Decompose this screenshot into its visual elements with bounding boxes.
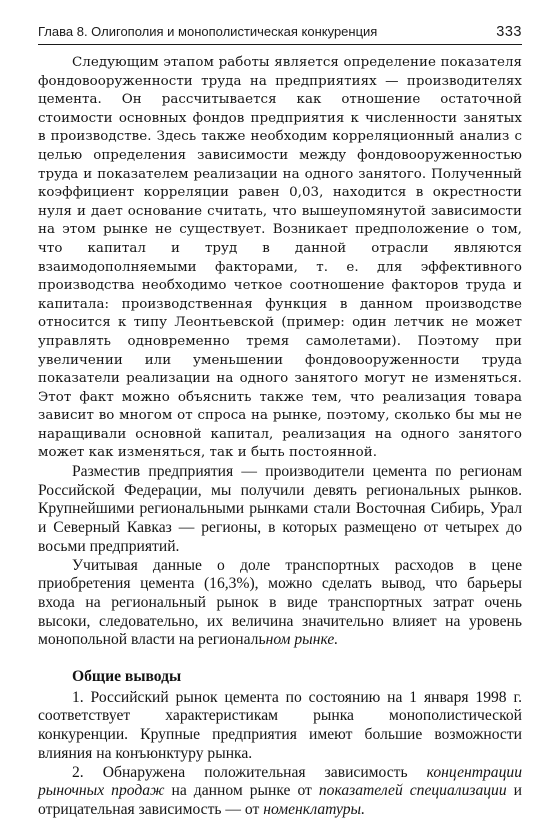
paragraph-fixed-assets: Следующим этапом работы является определение показателя фондовооруженности труда на предприятиях — производителях цемента. Он рассчитывается как отношение остаточной стоимости основных фондов предприятия к численности занятых в производстве. Здесь также необходим корреляционный анализ с целью определения зависимости между фондовооруженностью труда и показателем реализации на одного занятого. Полученный коэффициент корреляции равен 0,03, находится в окрестности нуля и дает основание считать, что вышеупомянутой зависимости на этом рынке не существует. Возникает предположение о том, что капитал и труд в данной отрасли являются взаимодополняемыми факторами, т. е. для эффективного производства необходимо четкое соотношение факторов труда и капитала: производственная функция в данном производстве относится к типу Леонтьевской (пример: один летчик не может управлять одновременно тремя самолетами). Поэтому при увеличении или уменьшении фондовооруженности труда показатели реализации на одного занятого могут не изменяться. Этот факт можно объяснить также тем, что реализация товара зависит во многом от спроса на рынке, поэтому, сколько бы мы не наращивали основной капитал, реализация на одного занятого может как изменяться, так и быть постоянной. — [38, 55, 522, 461]
page-body — [38, 54, 522, 820]
conclusion-item-2-nomenclature: номенклатуры. — [263, 800, 366, 818]
page-number: 333 — [496, 24, 522, 40]
conclusion-item-2-part-c: на данном рынке от — [164, 782, 319, 800]
paragraph-regions: Разместив предприятия — производители цемента по регионам Российской Федерации, мы получили девять региональных рынков. Крупнейшими региональными рынками стали Восточная Сибирь, Урал и Северный Кавказ — регионы, в которых размещено от четырех до восьми предприятий. — [38, 463, 522, 555]
conclusion-item-1: 1. Российский рынок цемента по состоянию на 1 января 1998 г. соответствует характеристикам рынка монополистической конкуренции. Крупные предприятия имеют большие возможности влияния на конъюнктуру рынка. — [38, 688, 522, 762]
conclusion-item-2-concentration: концентрации рыночных продаж — [38, 763, 522, 800]
conclusion-item-2 — [38, 764, 522, 820]
paragraph-transport-costs-text: Учитывая данные о доле транспортных расходов в цене приобретения цемента (16,3%), можно сделать вывод, что барьеры входа на региональный рынок в виде транспортных затрат очень высоки, следовательно, их величина значительно влияет на уровень монопольной власти на региональ — [38, 556, 522, 649]
conclusion-item-2-part-e: и отрицательная зависимость — от — [38, 782, 522, 818]
conclusion-item-2-part-a: 2. Обнаружена положительная зависимость — [72, 763, 427, 781]
chapter-title: Глава 8. Олигополия и монополистическая конкуренция — [38, 24, 378, 39]
book-page — [38, 24, 522, 820]
paragraph-transport-costs-italic: ном рынке. — [265, 631, 339, 649]
running-header — [38, 24, 522, 45]
section-heading: Общие выводы — [72, 668, 182, 686]
conclusion-item-2-specialization: показателей специализации — [318, 782, 507, 800]
paragraph-transport-costs — [38, 557, 522, 651]
